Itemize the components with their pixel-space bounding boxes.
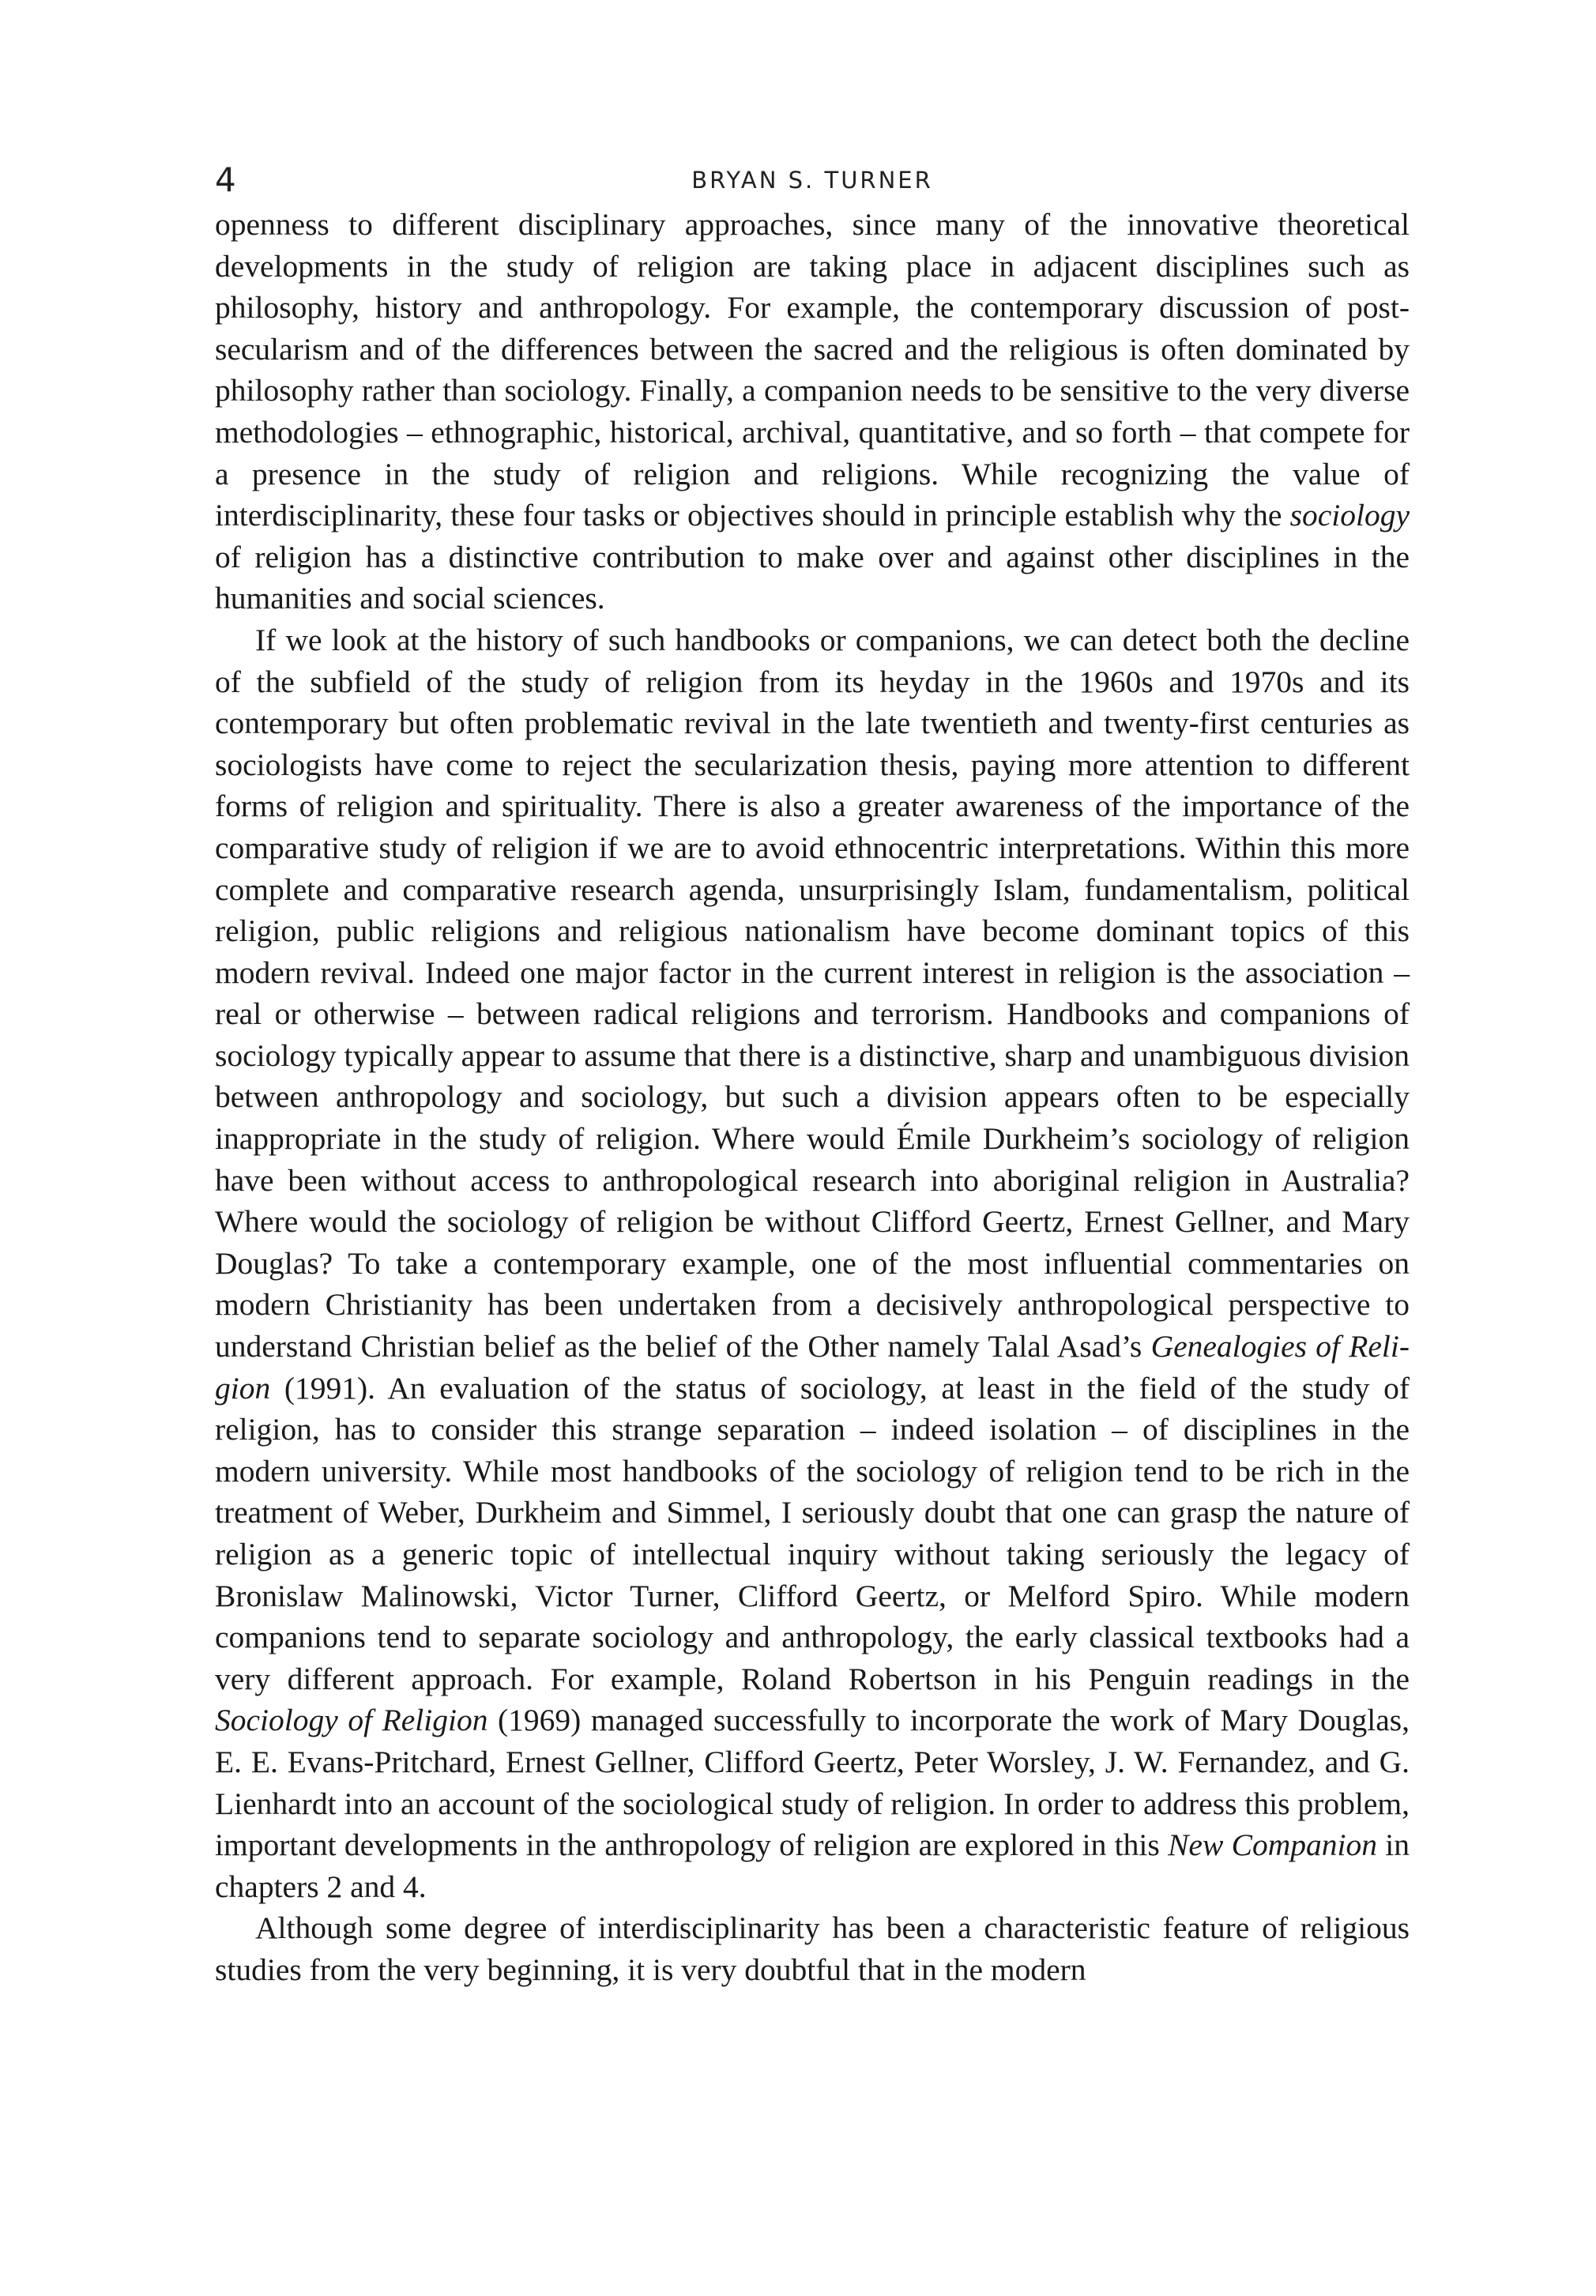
text-run: of religion has a distinctive contribution to make over and against other disciplines in the humanities and social sciences. [215,539,1410,616]
running-head-author: BRYAN S. TURNER [691,167,933,194]
body-text [215,204,1410,1991]
text-run: If we look at the history of such handbooks or companions, we can detect both the decline of the subfield of the study of religion from its heyday in the 1960s and 1970s and its contemporary but often problematic revival in the late twentieth and twenty-first centuries as sociologists have come to reject the secularization thesis, paying more attention to different forms of religion and spirituality. There is also a greater awareness of the importance of the comparative study of religion if we are to avoid ethnocentric interpretations. Within this more complete and comparative research agenda, unsurprisingly Islam, fundamentalism, political religion, public religions and religious nationalism have become dominant topics of this modern revival. Indeed one major factor in the current interest in religion is the association – real or otherwise – between radical religions and terrorism. Handbooks and companions of sociology typically appear to assume that there is a distinctive, sharp and unambiguous division between anthropology and sociology, but such a division appears often to be especially inappropriate in the study of religion. Where would Émile Durkheim’s sociology of religion have been without access to anthropological research into aboriginal religion in Australia? Where would the sociology of religion be without Clifford Geertz, Ernest Gellner, and Mary Douglas? To take a contemporary example, one of the most influential commentaries on modern Christianity has been undertaken from a decisively anthropological perspective to understand Christian belief as the belief of the Other namely Talal Asad’s [215,622,1410,1364]
text-run: (1969) managed successfully to incorporate the work of Mary Douglas, E. E. Evans-Pritchard, Ernest Gellner, Clifford Geertz, Peter Worsley, J. W. Fernandez, and G. Lienhardt into an account of the sociological study of religion. In order to address this problem, important developments in the anthropology of religion are explored in this [215,1703,1410,1863]
book-page [215,158,1410,1991]
paragraph-3 [215,1907,1410,1990]
running-head [215,158,1410,202]
italic-title-sociology-of-religion: Sociology of Religion [215,1703,488,1738]
italic-title-new-companion: New Companion [1168,1827,1377,1863]
italic-term-sociology: sociology [1289,498,1410,533]
page-number: 4 [215,160,236,199]
italic-title-genealogies-of-religion: Genealogies of Religion [215,1329,1410,1406]
text-run: in chapters 2 and 4. [215,1827,1410,1904]
text-run: Although some degree of interdisciplinarity has been a characteristic feature of religious studies from the very beginning, it is very doubtful that in the modern [215,1910,1410,1987]
text-run: (1991). An evaluation of the status of sociology, at least in the field of the study of religion, has to consider this strange separation – indeed isolation – of disciplines in the modern university. While most handbooks of the sociology of religion tend to be rich in the treatment of Weber, Durkheim and Simmel, I seriously doubt that one can grasp the nature of religion as a generic topic of intellectual inquiry without taking seriously the legacy of Bronislaw Malinowski, Victor Turner, Clifford Geertz, or Melford Spiro. While modern companions tend to separate sociology and anthropology, the early classical textbooks had a very different approach. For example, Roland Robertson in his Penguin readings in the [215,1370,1410,1696]
paragraph-2 [215,619,1410,1907]
paragraph-1 [215,204,1410,619]
text-run: openness to different disciplinary approaches, since many of the innovative theoretical developments in the study of religion are taking place in adjacent disciplines such as philosophy, history and anthropology. For example, the contemporary discussion of post-secularism and of the differences between the sacred and the religious is often dominated by philosophy rather than sociology. Finally, a companion needs to be sensitive to the very diverse methodologies – ethnographic, historical, archival, quantitative, and so forth – that compete for a presence in the study of religion and religions. While recognizing the value of interdisciplinarity, these four tasks or objectives should in principle establish why the [215,207,1410,533]
